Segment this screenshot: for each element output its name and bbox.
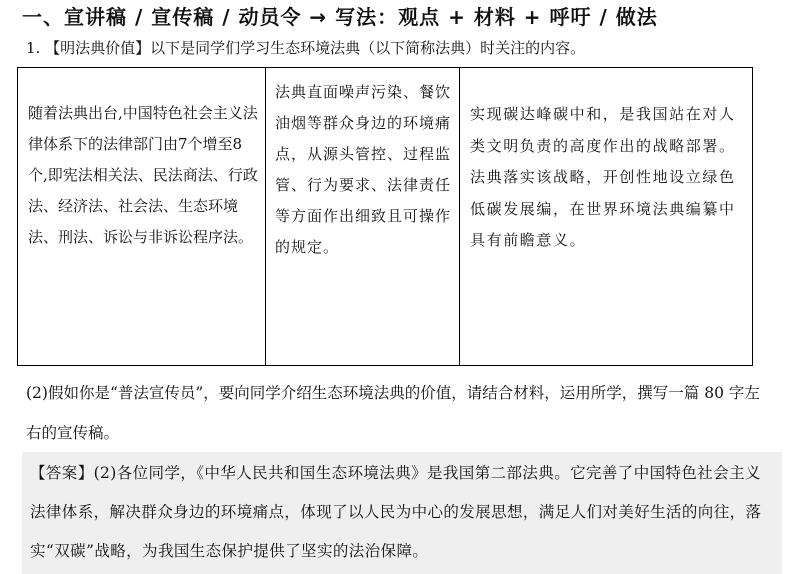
- table-cell-carbon-strategy: [460, 68, 752, 365]
- answer-text: 【答案】(2)各位同学，《中华人民共和国生态环境法典》是我国第二部法典。它完善了中国特色社会主义法律体系，解决群众身边的环境痛点，体现了以人民为中心的发展思想，满足人们对美好生活的向往，落实“双碳”战略，为我国生态保护提供了坚实的法治保障。: [30, 464, 762, 560]
- table-cell-text: 随着法典出台,中国特色社会主义法律体系下的法律部门由7个增至8个,即宪法相关法、民法商法、行政法、经济法、社会法、生态环境法、刑法、诉讼与非诉讼程序法。: [28, 104, 258, 246]
- question-1-text: 1. 【明法典价值】以下是同学们学习生态环境法典（以下简称法典）时关注的内容。: [26, 39, 586, 57]
- table-cell-text: 法典直面噪声污染、餐饮油烟等群众身边的环境痛点，从源头管控、过程监管、行为要求、法律责任等方面作出细致且可操作的规定。: [275, 83, 452, 256]
- table-cell-text: 实现碳达峰碳中和，是我国站在对人类文明负责的高度作出的战略部署。法典落实该战略，开创性地设立绿色低碳发展编，在世界环境法典编纂中具有前瞻意义。: [470, 105, 736, 249]
- question-2-text: (2)假如你是“普法宣传员”，要向同学介绍生态环境法典的价值，请结合材料，运用所学，撰写一篇 80 字左右的宣传稿。: [26, 384, 760, 442]
- section-heading: 一、宣讲稿 / 宣传稿 / 动员令 → 写法：观点 + 材料 + 呼吁 / 做法: [22, 5, 658, 29]
- table-cell-environmental-pain-points: [266, 68, 460, 365]
- answer-box: [22, 452, 782, 574]
- material-table: [17, 67, 753, 366]
- table-cell-legal-system: [18, 68, 266, 365]
